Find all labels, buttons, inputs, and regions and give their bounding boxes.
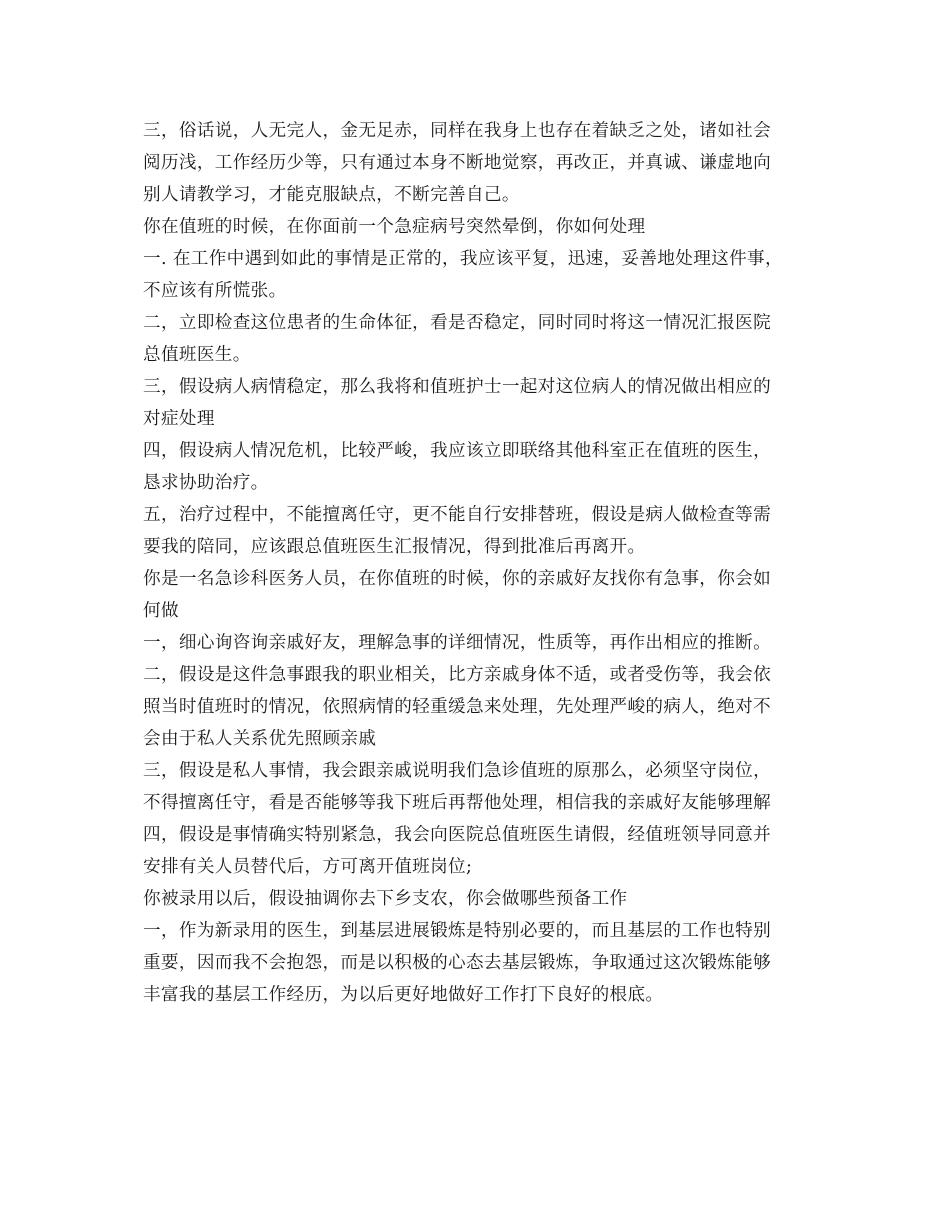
text-line: 四，假设病人情况危机，比较严峻，我应该立即联络其他科室正在值班的医生，: [143, 441, 772, 461]
text-line: 安排有关人员替代后，方可离开值班岗位;: [143, 857, 473, 877]
text-line: 会由于私人关系优先照顾亲戚: [143, 729, 377, 749]
question-heading: 你被录用以后，假设抽调你去下乡支农，你会做哪些预备工作: [143, 889, 628, 909]
text-line: 三，俗话说，人无完人，金无足赤，同样在我身上也存在着缺乏之处，诸如社会: [143, 121, 772, 141]
text-line: 二，假设是这件急事跟我的职业相关，比方亲戚身体不适，或者受伤等，我会依: [143, 665, 772, 685]
text-line: 不应该有所慌张。: [143, 281, 287, 301]
text-line: 五，治疗过程中，不能擅离任守，更不能自行安排替班，假设是病人做检查等需: [143, 505, 772, 525]
text-line: 一. 在工作中遇到如此的事情是正常的，我应该平复，迅速，妥善地处理这件事，: [143, 249, 783, 269]
text-line: 重要，因而我不会抱怨，而是以积极的心态去基层锻炼，争取通过这次锻炼能够: [143, 953, 772, 973]
text-line: 要我的陪同，应该跟总值班医生汇报情况，得到批准后再离开。: [143, 537, 646, 557]
text-line: 别人请教学习，才能克服缺点，不断完善自己。: [143, 185, 520, 205]
text-line: 一，作为新录用的医生，到基层进展锻炼是特别必要的，而且基层的工作也特别: [143, 921, 772, 941]
question-heading: 你在值班的时候，在你面前一个急症病号突然晕倒，你如何处理: [143, 217, 646, 237]
question-heading: 何做: [143, 601, 179, 621]
text-line: 对症处理: [143, 409, 215, 429]
text-line: 三，假设是私人事情，我会跟亲戚说明我们急诊值班的原那么，必须坚守岗位，: [143, 761, 772, 781]
text-line: 恳求协助治疗。: [143, 473, 269, 493]
text-line: 四，假设是事情确实特别紧急，我会向医院总值班医生请假，经值班领导同意并: [143, 825, 772, 845]
text-line: 不得擅离任守，看是否能够等我下班后再帮他处理，相信我的亲戚好友能够理解: [143, 793, 772, 813]
question-heading: 你是一名急诊科医务人员，在你值班的时候，你的亲戚好友找你有急事，你会如: [143, 569, 772, 589]
document-body: [143, 115, 809, 1011]
text-line: 照当时值班时的情况，依照病情的轻重缓急来处理，先处理严峻的病人，绝对不: [143, 697, 772, 717]
text-line: 三，假设病人病情稳定，那么我将和值班护士一起对这位病人的情况做出相应的: [143, 377, 772, 397]
text-line: 二，立即检查这位患者的生命体征，看是否稳定，同时同时将这一情况汇报医院: [143, 313, 772, 333]
text-line: 丰富我的基层工作经历，为以后更好地做好工作打下良好的根底。: [143, 985, 664, 1005]
text-line: 总值班医生。: [143, 345, 251, 365]
text-line: 阅历浅，工作经历少等，只有通过本身不断地觉察，再改正，并真诚、谦虚地向: [143, 153, 772, 173]
text-line: 一，细心询咨询亲戚好友，理解急事的详细情况，性质等，再作出相应的推断。: [143, 633, 772, 653]
